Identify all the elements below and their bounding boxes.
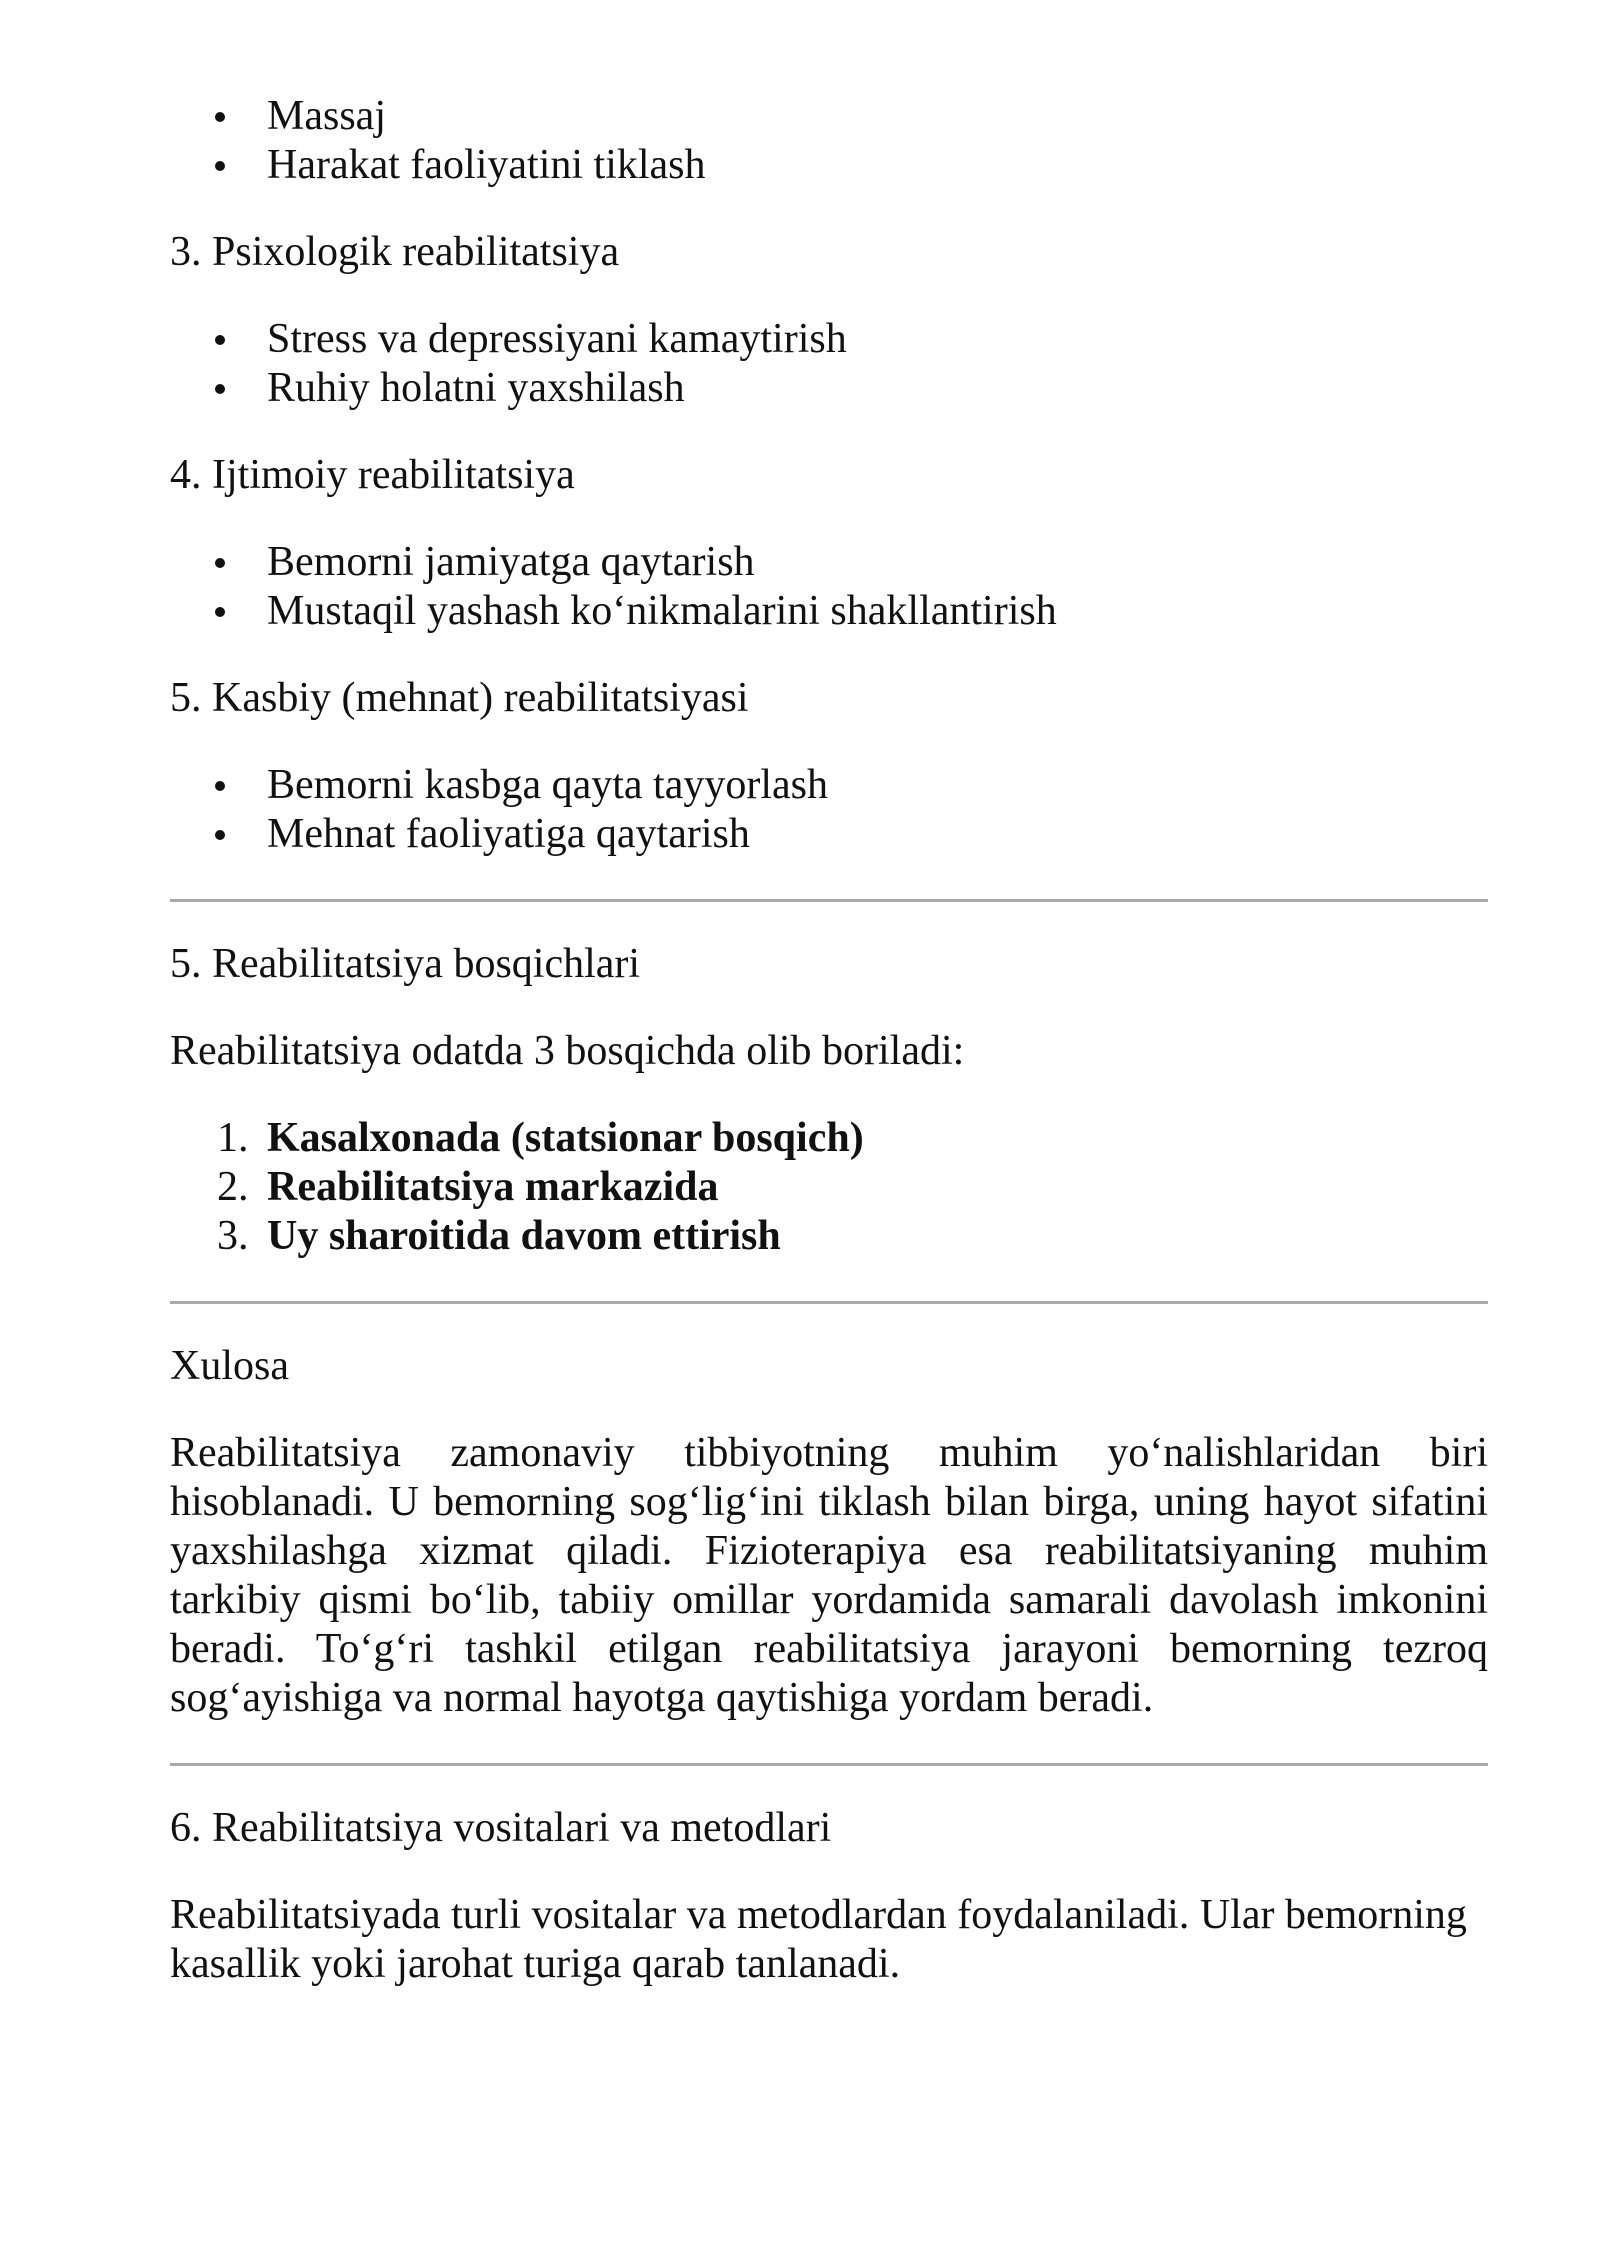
stages-numbered-list — [170, 1114, 1488, 1261]
list-item: Massaj — [170, 92, 1488, 141]
list-item: Ruhiy holatni yaxshilash — [170, 364, 1488, 413]
methods-paragraph: Reabilitatsiyada turli vositalar va metodlardan foydalaniladi. Ular bemorning kasallik yoki jarohat turiga qarab tanlanadi. — [170, 1892, 1467, 1987]
document-page — [170, 92, 1488, 1989]
bullet-icon — [215, 335, 225, 345]
bullet-icon — [215, 384, 225, 394]
section-heading-psychological: 3. Psixologik reabilitatsiya — [170, 229, 620, 275]
list-item: Mustaqil yashash ko‘nikmalarini shakllantirish — [170, 587, 1488, 636]
bullet-icon — [215, 558, 225, 568]
list-item: 3. Uy sharoitida davom ettirish — [217, 1213, 781, 1259]
list-item: Harakat faoliyatini tiklash — [170, 141, 1488, 190]
section-heading-vocational: 5. Kasbiy (mehnat) reabilitatsiyasi — [170, 675, 749, 721]
bullet-icon — [215, 781, 225, 791]
section-heading-stages: 5. Reabilitatsiya bosqichlari — [170, 941, 641, 987]
vocational-bullet-list — [170, 761, 1488, 859]
list-item: Stress va depressiyani kamaytirish — [170, 315, 1488, 364]
section-heading-methods: 6. Reabilitatsiya vositalari va metodlari — [170, 1805, 832, 1851]
psychological-bullet-list — [170, 315, 1488, 413]
list-item: Mehnat faoliyatiga qaytarish — [170, 810, 1488, 859]
bullet-icon — [215, 112, 225, 122]
list-item: 2. Reabilitatsiya markazida — [217, 1164, 719, 1210]
top-bullet-list — [170, 92, 1488, 190]
bullet-icon — [215, 161, 225, 171]
conclusion-paragraph: Reabilitatsiya zamonaviy tibbiyotning muhim yo‘nalishlaridan biri hisoblanadi. U bemorning sog‘lig‘ini tiklash bilan birga, uning hayot sifatini yaxshilashga xizmat qiladi. Fizioterapiya esa reabilitatsiyaning muhim tarkibiy qismi bo‘lib, tabiiy omillar yordamida samarali davolash imkonini beradi. To‘g‘ri tashkil etilgan reabilitatsiya jarayoni bemorning tezroq sog‘ayishiga va normal hayotga qaytishiga yordam beradi. — [170, 1430, 1488, 1721]
list-item: 1. Kasalxonada (statsionar bosqich) — [217, 1115, 864, 1161]
section-heading-conclusion: Xulosa — [170, 1343, 289, 1389]
social-bullet-list — [170, 538, 1488, 636]
bullet-icon — [215, 830, 225, 840]
stages-intro: Reabilitatsiya odatda 3 bosqichda olib boriladi: — [170, 1028, 965, 1074]
bullet-icon — [215, 607, 225, 617]
list-item: Bemorni jamiyatga qaytarish — [170, 538, 1488, 587]
list-item: Bemorni kasbga qayta tayyorlash — [170, 761, 1488, 810]
section-heading-social: 4. Ijtimoiy reabilitatsiya — [170, 452, 575, 498]
